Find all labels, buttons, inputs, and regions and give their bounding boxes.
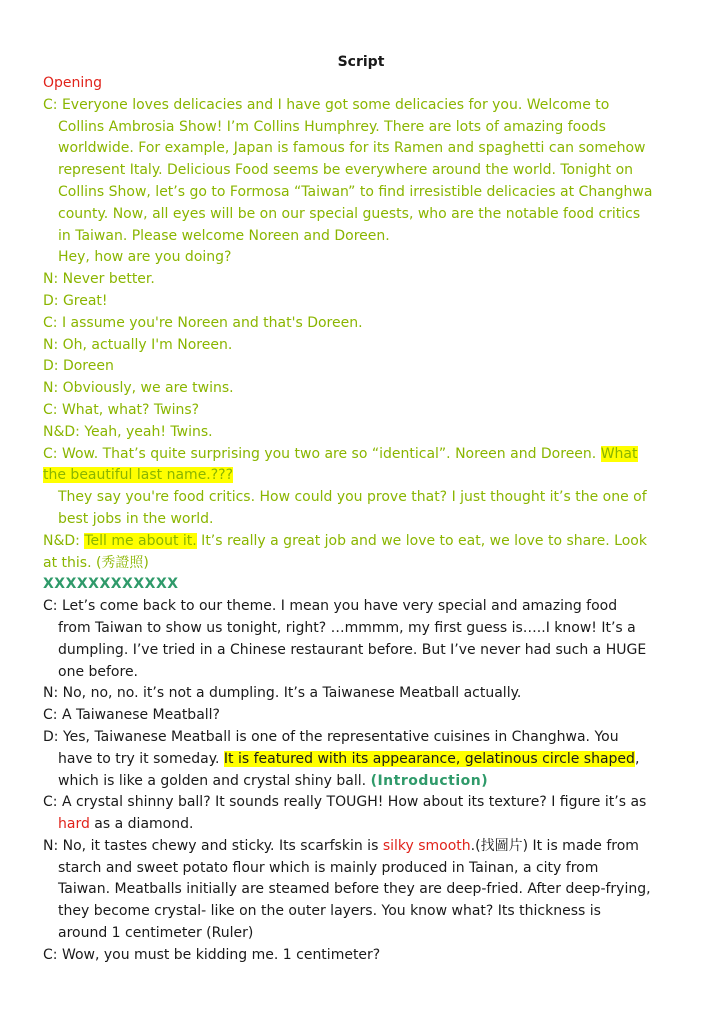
dialogue-line: dumpling. I’ve tried in a Chinese restaurant before. But I’ve never had such a HUGE	[58, 641, 647, 658]
dialogue-line: C: Wow, you must be kidding me. 1 centimeter?	[43, 946, 381, 963]
dialogue-line: Taiwan. Meatballs initially are steamed before they are deep-fried. After deep-frying,	[58, 881, 651, 898]
dialogue-line: N&D: Yeah, yeah! Twins.	[43, 423, 213, 440]
dialogue-line: starch and sweet potato flour which is mainly produced in Tainan, a city from	[58, 859, 599, 876]
highlighted-text: the beautiful last name.???	[43, 467, 234, 484]
dialogue-line: C: Everyone loves delicacies and I have got some delicacies for you. Welcome to	[43, 96, 610, 113]
line-text: as a diamond.	[89, 816, 194, 833]
dialogue-line: Collins Show, let’s go to Formosa “Taiwan” to find irresistible delicacies at Changhwa	[58, 183, 653, 200]
line-text: It’s really a great job and we love to eat, we love to share. Look	[196, 532, 647, 549]
script-document	[43, 52, 679, 967]
stage-note: (Introduction)	[370, 772, 489, 789]
dialogue-line: N: Oh, actually I'm Noreen.	[43, 336, 233, 353]
dialogue-line: C: A crystal shinny ball? It sounds really TOUGH! How about its texture? I figure it’s as	[43, 794, 647, 811]
dialogue-line: worldwide. For example, Japan is famous for its Ramen and spaghetti can somehow	[58, 140, 646, 157]
highlighted-text: It is featured with its appearance, gelatinous circle shaped	[223, 750, 635, 767]
dialogue-line: county. Now, all eyes will be on our special guests, who are the notable food critics	[58, 205, 641, 222]
line-text: N&D:	[43, 532, 85, 549]
dialogue-line	[43, 836, 679, 858]
emphasis-text: silky smooth	[382, 837, 471, 854]
dialogue-line: C: Let’s come back to our theme. I mean you have very special and amazing food	[43, 598, 618, 615]
dialogue-line: Hey, how are you doing?	[58, 249, 232, 266]
line-text: ,	[634, 750, 640, 767]
dialogue-line: N: Obviously, we are twins.	[43, 380, 234, 397]
emphasis-text: hard	[58, 816, 90, 833]
document-title: Script	[337, 54, 385, 70]
dialogue-line: D: Doreen	[43, 358, 114, 375]
dialogue-line: They say you're food critics. How could you prove that? I just thought it’s the one of	[58, 489, 647, 506]
dialogue-line: Collins Ambrosia Show! I’m Collins Humphrey. There are lots of amazing foods	[58, 118, 606, 135]
dialogue-line	[43, 444, 679, 466]
dialogue-line: N: Never better.	[43, 271, 155, 288]
section-heading-opening: Opening	[43, 75, 103, 91]
dialogue-line: C: What, what? Twins?	[43, 401, 200, 418]
dialogue-line: represent Italy. Delicious Food seems be everywhere around the world. Tonight on	[58, 162, 634, 179]
highlighted-text: Tell me about it.	[84, 532, 197, 549]
dialogue-line: they become crystal- like on the outer layers. You know what? Its thickness is	[58, 903, 601, 920]
dialogue-line: one before.	[58, 663, 139, 680]
line-text: have to try it someday.	[58, 750, 224, 767]
dialogue-line: D: Yes, Taiwanese Meatball is one of the representative cuisines in Changhwa. You	[43, 728, 619, 745]
dialogue-line	[43, 814, 679, 836]
dialogue-line: D: Great!	[43, 292, 108, 309]
dialogue-line: C: A Taiwanese Meatball?	[43, 707, 220, 724]
dialogue-line: best jobs in the world.	[58, 510, 214, 527]
dialogue-line: around 1 centimeter (Ruler)	[58, 925, 254, 942]
line-text: which is like a golden and crystal shiny ball.	[58, 772, 371, 789]
line-text: N: No, it tastes chewy and sticky. Its scarfskin is	[43, 837, 383, 854]
dialogue-line: from Taiwan to show us tonight, right? …mmmm, my first guess is…..I know! It’s a	[58, 619, 636, 636]
dialogue-line: C: I assume you're Noreen and that's Doreen.	[43, 314, 363, 331]
dialogue-line: in Taiwan. Please welcome Noreen and Doreen.	[58, 227, 390, 244]
dialogue-line	[43, 531, 679, 553]
dialogue-line: N: No, no, no. it’s not a dumpling. It’s a Taiwanese Meatball actually.	[43, 685, 522, 702]
highlighted-text: What	[600, 445, 638, 462]
line-text: .(找圖片) It is made from	[470, 837, 639, 854]
dialogue-line: at this. (秀證照)	[43, 554, 149, 571]
dialogue-line	[43, 771, 679, 793]
line-text: C: Wow. That’s quite surprising you two are so “identical”. Noreen and Doreen.	[43, 445, 601, 462]
section-divider: XXXXXXXXXXXX	[43, 576, 179, 593]
dialogue-line	[43, 465, 679, 487]
dialogue-line	[43, 749, 679, 771]
